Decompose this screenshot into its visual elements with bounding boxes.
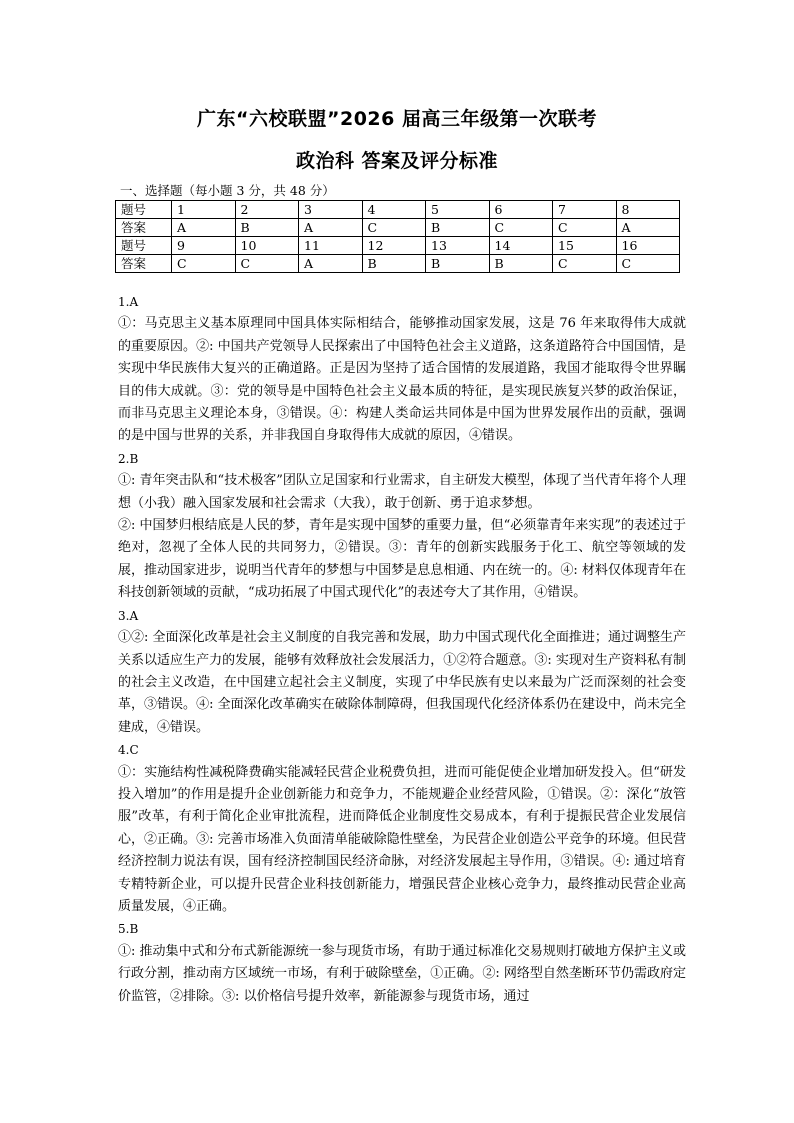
table-cell: 12	[362, 237, 426, 255]
section-heading: 一、选择题（每小题 3 分，共 48 分）	[120, 183, 335, 198]
table-cell: 13	[426, 237, 490, 255]
table-cell: 1	[172, 201, 236, 219]
row-label: 答案	[116, 219, 172, 237]
table-cell: 2	[235, 201, 299, 219]
table-cell: C	[362, 219, 426, 237]
question-number: 1.A	[118, 295, 139, 309]
document-title: 广东“六校联盟”2026 届高三年级第一次联考	[197, 108, 597, 130]
table-cell: C	[553, 255, 617, 273]
table-cell: A	[172, 219, 236, 237]
answer-explanations	[118, 291, 686, 1008]
table-row	[116, 255, 680, 273]
table-cell: A	[299, 219, 363, 237]
table-cell: C	[489, 219, 553, 237]
answer-table	[115, 200, 680, 273]
table-cell: 16	[616, 237, 680, 255]
table-cell: 6	[489, 201, 553, 219]
question-number: 4.C	[118, 743, 139, 758]
table-cell: A	[299, 255, 363, 273]
question-number: 2.B	[118, 451, 139, 466]
table-cell: C	[172, 255, 236, 273]
document-subtitle: 政治科 答案及评分标准	[295, 150, 499, 172]
question-number: 5.B	[118, 922, 139, 937]
question-explanation: ①: 青年突击队和“技术极客”团队立足国家和行业需求，自主研发大模型，体现了当代青年将个人理想（小我）融入国家发展和社会需求（大我），敢于创新、勇于追求梦想。	[118, 473, 686, 511]
table-cell: C	[553, 219, 617, 237]
table-cell: 8	[616, 201, 680, 219]
row-label: 题号	[116, 237, 172, 255]
table-cell: A	[616, 219, 680, 237]
table-cell: C	[235, 255, 299, 273]
table-cell: 3	[299, 201, 363, 219]
table-cell: 11	[299, 237, 363, 255]
table-cell: B	[235, 219, 299, 237]
table-cell: 5	[426, 201, 490, 219]
table-cell: 9	[172, 237, 236, 255]
table-row	[116, 201, 680, 219]
table-cell: B	[489, 255, 553, 273]
table-cell: 14	[489, 237, 553, 255]
table-cell: 7	[553, 201, 617, 219]
question-explanation: ①: 推动集中式和分布式新能源统一参与现货市场，有助于通过标准化交易规则打破地方保护主义或行政分割，推动南方区域统一市场，有利于破除壁垒，①正确。②: 网络型自然垄断环节仍需政府定价监管，②排除。③: 以价格信号提升效率，新能源参与现货市场，通过	[118, 943, 686, 1004]
table-row	[116, 237, 680, 255]
table-cell: C	[616, 255, 680, 273]
table-cell: B	[426, 219, 490, 237]
table-cell: 15	[553, 237, 617, 255]
question-explanation: ①：马克思主义基本原理同中国具体实际相结合，能够推动国家发展，这是 76 年来取得伟大成就的重要原因。②: 中国共产党领导人民探索出了中国特色社会主义道路，这条道路符合中国国情，是实现中华民族伟大复兴的正确道路。正是因为坚持了适合国情的发展道路，我国才能取得令世界瞩目的伟大成就。③：党的领导是中国特色社会主义最本质的特征，是实现民族复兴梦的政治保证，而非马克思主义理论本身，③错误。④：构建人类命运共同体是中国为世界发展作出的贡献，强调的是中国与世界的关系，并非我国自身取得伟大成就的原因，④错误。	[118, 316, 686, 444]
question-number: 3.A	[118, 608, 139, 623]
table-cell: B	[362, 255, 426, 273]
question-explanation: ①②: 全面深化改革是社会主义制度的自我完善和发展，助力中国式现代化全面推进；通过调整生产关系以适应生产力的发展，能够有效释放社会发展活力，①②符合题意。③: 实现对生产资料私有制的社会主义改造，在中国建立起社会主义制度，实现了中华民族有史以来最为广泛而深刻的社会变革，③错误。④: 全面深化改革确实在破除体制障碍，但我国现代化经济体系仍在建设中，尚未完全建成，④错误。	[118, 630, 686, 735]
question-explanation: ②: 中国梦归根结底是人民的梦，青年是实现中国梦的重要力量，但“必须靠青年来实现”的表述过于绝对，忽视了全体人民的共同努力，②错误。③：青年的创新实践服务于化工、航空等领域的发展，推动国家进步，说明当代青年的梦想与中国梦是息息相通、内在统一的。④: 材料仅体现青年在科技创新领域的贡献，“成功拓展了中国式现代化”的表述夸大了其作用，④错误。	[118, 518, 686, 601]
table-row	[116, 219, 680, 237]
row-label: 题号	[116, 201, 172, 219]
table-cell: B	[426, 255, 490, 273]
table-cell: 4	[362, 201, 426, 219]
row-label: 答案	[116, 255, 172, 273]
question-explanation: ①：实施结构性减税降费确实能减轻民营企业税费负担，进而可能促使企业增加研发投入。但“研发投入增加”的作用是提升企业创新能力和竞争力，不能规避企业经营风险，①错误。②：深化“放管服”改革，有利于简化企业审批流程，进而降低企业制度性交易成本，有利于提振民营企业发展信心，②正确。③: 完善市场准入负面清单能破除隐性壁垒，为民营企业创造公平竞争的环境。但民营经济控制力说法有误，国有经济控制国民经济命脉，对经济发展起主导作用，③错误。④: 通过培育专精特新企业，可以提升民营企业科技创新能力，增强民营企业核心竞争力，最终推动民营企业高质量发展，④正确。	[118, 764, 686, 914]
table-cell: 10	[235, 237, 299, 255]
